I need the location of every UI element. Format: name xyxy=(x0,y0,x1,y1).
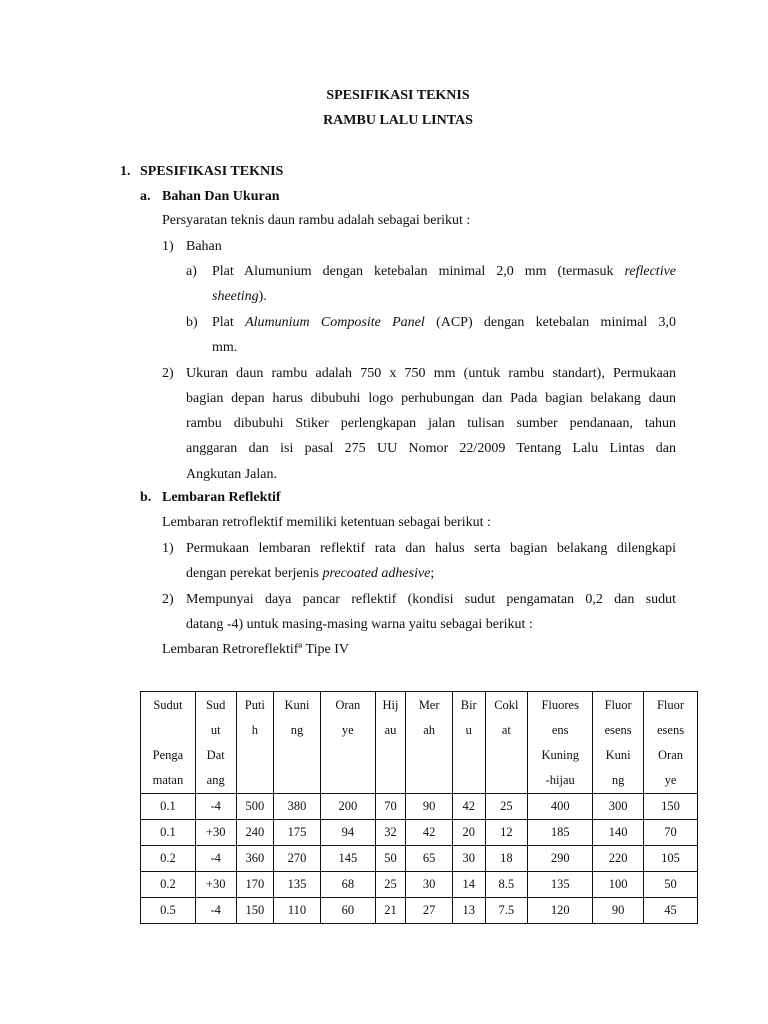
item-2-number: 2) xyxy=(162,366,174,381)
table-cell: 68 xyxy=(320,872,375,898)
table-row xyxy=(141,794,698,820)
table-cell: 175 xyxy=(274,820,321,846)
table-cell: 20 xyxy=(452,820,485,846)
table-cell: 400 xyxy=(528,794,593,820)
table-cell: 150 xyxy=(236,898,274,924)
item-1b-line2: mm. xyxy=(212,340,238,355)
b-item-1-number: 1) xyxy=(162,541,174,556)
table-cell: 94 xyxy=(320,820,375,846)
table-cell: 50 xyxy=(375,846,405,872)
header-kuning: Kuni ng xyxy=(274,692,321,794)
table-cell: 150 xyxy=(644,794,698,820)
table-cell: 240 xyxy=(236,820,274,846)
table-cell: 32 xyxy=(375,820,405,846)
table-cell: 300 xyxy=(593,794,644,820)
table-cell: 27 xyxy=(406,898,453,924)
table-cell: 42 xyxy=(406,820,453,846)
item-2-line: bagian depan harus dibubuhi logo perhubungan dan Pada bagian belakang daun xyxy=(186,391,676,406)
header-sudut-pengamatan: Sudut Penga matan xyxy=(141,692,196,794)
header-fluoresens-kuning: Fluor esens Kuni ng xyxy=(593,692,644,794)
document-title-line2: RAMBU LALU LINTAS xyxy=(323,113,473,128)
table-cell: 90 xyxy=(406,794,453,820)
b-item-2-line2: datang -4) untuk masing-masing warna yaitu sebagai berikut : xyxy=(186,617,533,632)
header-fluoresens-oranye: Fluor esens Oran ye xyxy=(644,692,698,794)
header-fluoresens-kuning-hijau: Fluores ens Kuning -hijau xyxy=(528,692,593,794)
b-item-2-number: 2) xyxy=(162,592,174,607)
b-item-1-line2: dengan perekat berjenis precoated adhesive; xyxy=(186,566,435,581)
subsection-a-title: Bahan Dan Ukuran xyxy=(162,189,280,204)
item-2-line: Ukuran daun rambu adalah 750 x 750 mm (untuk rambu standart), Permukaan xyxy=(186,366,676,381)
table-cell: 500 xyxy=(236,794,274,820)
table-cell: +30 xyxy=(195,872,236,898)
table-cell: 200 xyxy=(320,794,375,820)
item-2-line: anggaran dan isi pasal 275 UU Nomor 22/2009 Tentang Lalu Lintas dan xyxy=(186,441,676,456)
table-cell: 50 xyxy=(644,872,698,898)
table-cell: 105 xyxy=(644,846,698,872)
table-cell: 8.5 xyxy=(485,872,528,898)
table-cell: 0.1 xyxy=(141,820,196,846)
header-putih: Puti h xyxy=(236,692,274,794)
table-cell: 0.2 xyxy=(141,872,196,898)
table-cell: 100 xyxy=(593,872,644,898)
b-item-2-line1: Mempunyai daya pancar reflektif (kondisi sudut pengamatan 0,2 dan sudut xyxy=(186,592,676,607)
table-cell: 30 xyxy=(452,846,485,872)
item-1a-line2: sheeting). xyxy=(212,289,267,304)
table-cell: 65 xyxy=(406,846,453,872)
table-row xyxy=(141,820,698,846)
item-1a-line1: Plat Alumunium dengan ketebalan minimal 2,0 mm (termasuk reflective xyxy=(212,264,677,279)
item-1a-label: a) xyxy=(186,264,197,279)
table-cell: 270 xyxy=(274,846,321,872)
subsection-b-label: b. xyxy=(140,490,152,505)
b-item-1-line1: Permukaan lembaran reflektif rata dan halus serta bagian belakang dilengkapi xyxy=(186,541,676,556)
table-cell: -4 xyxy=(195,846,236,872)
table-cell: 45 xyxy=(644,898,698,924)
table-cell: 25 xyxy=(485,794,528,820)
subsection-b-intro: Lembaran retroflektif memiliki ketentuan sebagai berikut : xyxy=(162,515,491,530)
table-cell: 90 xyxy=(593,898,644,924)
table-cell: -4 xyxy=(195,794,236,820)
table-cell: 185 xyxy=(528,820,593,846)
table-row xyxy=(141,846,698,872)
item-1b-line1: Plat Alumunium Composite Panel (ACP) dengan ketebalan minimal 3,0 xyxy=(212,315,677,330)
header-hijau: Hij au xyxy=(375,692,405,794)
table-header-row xyxy=(141,692,698,794)
table-cell: 135 xyxy=(274,872,321,898)
item-1b-label: b) xyxy=(186,315,198,330)
table-cell: 25 xyxy=(375,872,405,898)
table-cell: 21 xyxy=(375,898,405,924)
header-biru: Bir u xyxy=(452,692,485,794)
table-cell: 13 xyxy=(452,898,485,924)
item-2-line: rambu dibubuhi Stiker perlengkapan jalan tulisan sumber pendanaan, tahun xyxy=(186,416,676,431)
subsection-b-title: Lembaran Reflektif xyxy=(162,490,281,505)
table-cell: 290 xyxy=(528,846,593,872)
table-cell: 145 xyxy=(320,846,375,872)
table-cell: 135 xyxy=(528,872,593,898)
table-row xyxy=(141,872,698,898)
item-1-text: Bahan xyxy=(186,239,222,254)
table-cell: 140 xyxy=(593,820,644,846)
header-sudut-datang: Sud ut Dat ang xyxy=(195,692,236,794)
table-cell: 0.2 xyxy=(141,846,196,872)
item-1-number: 1) xyxy=(162,239,174,254)
table-cell: 42 xyxy=(452,794,485,820)
table-cell: 220 xyxy=(593,846,644,872)
table-cell: 360 xyxy=(236,846,274,872)
table-cell: 12 xyxy=(485,820,528,846)
table-cell: 0.5 xyxy=(141,898,196,924)
table-body xyxy=(141,794,698,924)
subsection-a-intro: Persyaratan teknis daun rambu adalah sebagai berikut : xyxy=(162,213,471,228)
table-cell: 70 xyxy=(644,820,698,846)
table-cell: 170 xyxy=(236,872,274,898)
table-cell: 18 xyxy=(485,846,528,872)
document-title-line1: SPESIFIKASI TEKNIS xyxy=(326,88,470,103)
table-cell: 380 xyxy=(274,794,321,820)
table-cell: 7.5 xyxy=(485,898,528,924)
table-cell: 60 xyxy=(320,898,375,924)
subsection-a-label: a. xyxy=(140,189,151,204)
header-merah: Mer ah xyxy=(406,692,453,794)
reflectivity-table xyxy=(140,691,698,924)
section-number: 1. xyxy=(120,164,131,179)
table-cell: 110 xyxy=(274,898,321,924)
table-cell: 14 xyxy=(452,872,485,898)
table-cell: 120 xyxy=(528,898,593,924)
table-caption: Lembaran Retroreflektifª Tipe IV xyxy=(162,642,349,657)
table-cell: +30 xyxy=(195,820,236,846)
table-cell: 70 xyxy=(375,794,405,820)
header-oranye: Oran ye xyxy=(320,692,375,794)
table-row xyxy=(141,898,698,924)
table-cell: -4 xyxy=(195,898,236,924)
section-title: SPESIFIKASI TEKNIS xyxy=(140,164,284,179)
item-2-line: Angkutan Jalan. xyxy=(186,467,277,482)
table-cell: 30 xyxy=(406,872,453,898)
header-coklat: Cokl at xyxy=(485,692,528,794)
table-cell: 0.1 xyxy=(141,794,196,820)
